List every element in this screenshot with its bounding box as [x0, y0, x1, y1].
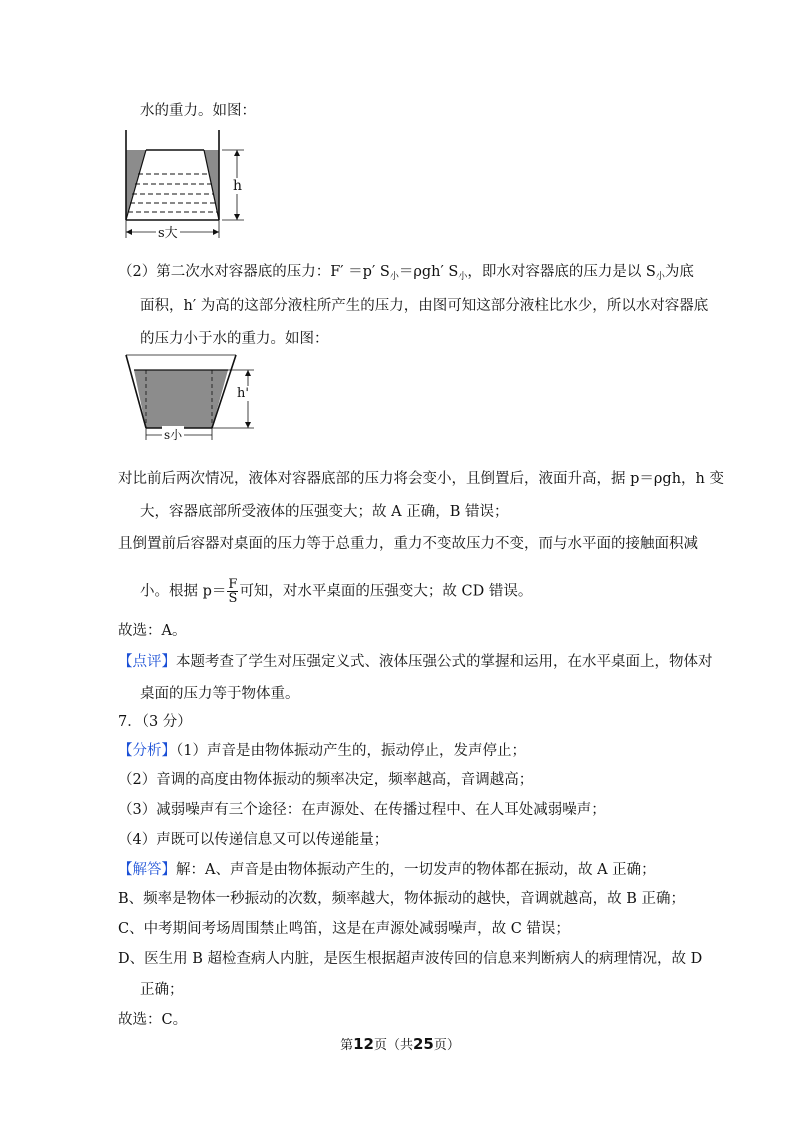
text-line: D、医生用 B 超检查病人内脏，是医生根据超声波传回的信息来判断病人的病理情况，故 D	[118, 951, 703, 967]
figure-container-upright	[116, 126, 266, 245]
section-tag: 【点评】	[118, 654, 176, 670]
height-label: h	[233, 178, 243, 194]
page-number: 12	[353, 1035, 374, 1053]
section-tag: 【解答】	[118, 862, 176, 878]
text-line: 【分析】（1）声音是由物体振动产生的，振动停止，发声停止；	[118, 743, 526, 759]
text-line: 的压力小于水的重力。如图：	[140, 331, 329, 347]
text-line: 【点评】本题考查了学生对压强定义式、液体压强公式的掌握和运用，在水平桌面上，物体对	[118, 654, 713, 670]
text-line: 且倒置前后容器对桌面的压力等于总重力，重力不变故压力不变，而与水平面的接触面积减	[118, 536, 698, 552]
text-line: （3）减弱噪声有三个途径：在声源处、在传播过程中、在人耳处减弱噪声；	[118, 802, 606, 818]
figure-container-inverted	[116, 350, 266, 446]
text-line: 小。根据 p＝ $\frac{F}{S}$ 可知，对水平桌面的压强变大；故 CD 错误。	[140, 577, 533, 606]
text-line: 【解答】解：A、声音是由物体振动产生的，一切发声的物体都在振动，故 A 正确；	[118, 862, 656, 878]
text-line: （4）声既可以传递信息又可以传递能量；	[118, 832, 389, 848]
base-area-label: s小	[164, 428, 183, 442]
text-line: （2）音调的高度由物体振动的频率决定，频率越高，音调越高；	[118, 772, 534, 788]
text-line: 故选：C。	[118, 1012, 188, 1028]
text-line: 大，容器底部所受液体的压强变大；故 A 正确，B 错误；	[140, 504, 509, 520]
text-line: 水的重力。如图：	[140, 103, 256, 119]
base-area-label: s大	[156, 222, 180, 241]
text-line: （2）第二次水对容器底的压力：F′ ＝p′ $S_小=\rho gh'$ $S_小$，即水对容器底的压力是以 $S_小$为底	[118, 264, 694, 282]
text-line: C、中考期间考场周围禁止鸣笛，这是在声源处减弱噪声，故 C 错误；	[118, 921, 570, 937]
height-label: h'	[237, 386, 249, 401]
figure-container-upright-svg	[116, 126, 266, 241]
text-line: 故选：A。	[118, 623, 187, 639]
text-line: 面积，h′ 为高的这部分液柱所产生的压力，由图可知这部分液柱比水少，所以水对容器底	[140, 298, 709, 314]
text-line: B、频率是物体一秒振动的次数，频率越大，物体振动的越快，音调就越高，故 B 正确；	[118, 891, 686, 907]
page-footer: 第12页（共25页）	[340, 1035, 460, 1053]
section-tag: 【分析】	[118, 743, 176, 759]
page-total: 25	[413, 1035, 434, 1053]
text-line: 正确；	[140, 982, 184, 998]
text-line: 对比前后两次情况，液体对容器底部的压力将会变小，且倒置后，液面升高，据 p＝ρgh，h 变	[118, 471, 724, 487]
question-number: 7．（3 分）	[118, 714, 192, 730]
fraction-f-over-s: $\frac{F}{S}$	[228, 577, 238, 606]
text-line: 桌面的压力等于物体重。	[140, 686, 300, 702]
water-region	[134, 370, 228, 428]
